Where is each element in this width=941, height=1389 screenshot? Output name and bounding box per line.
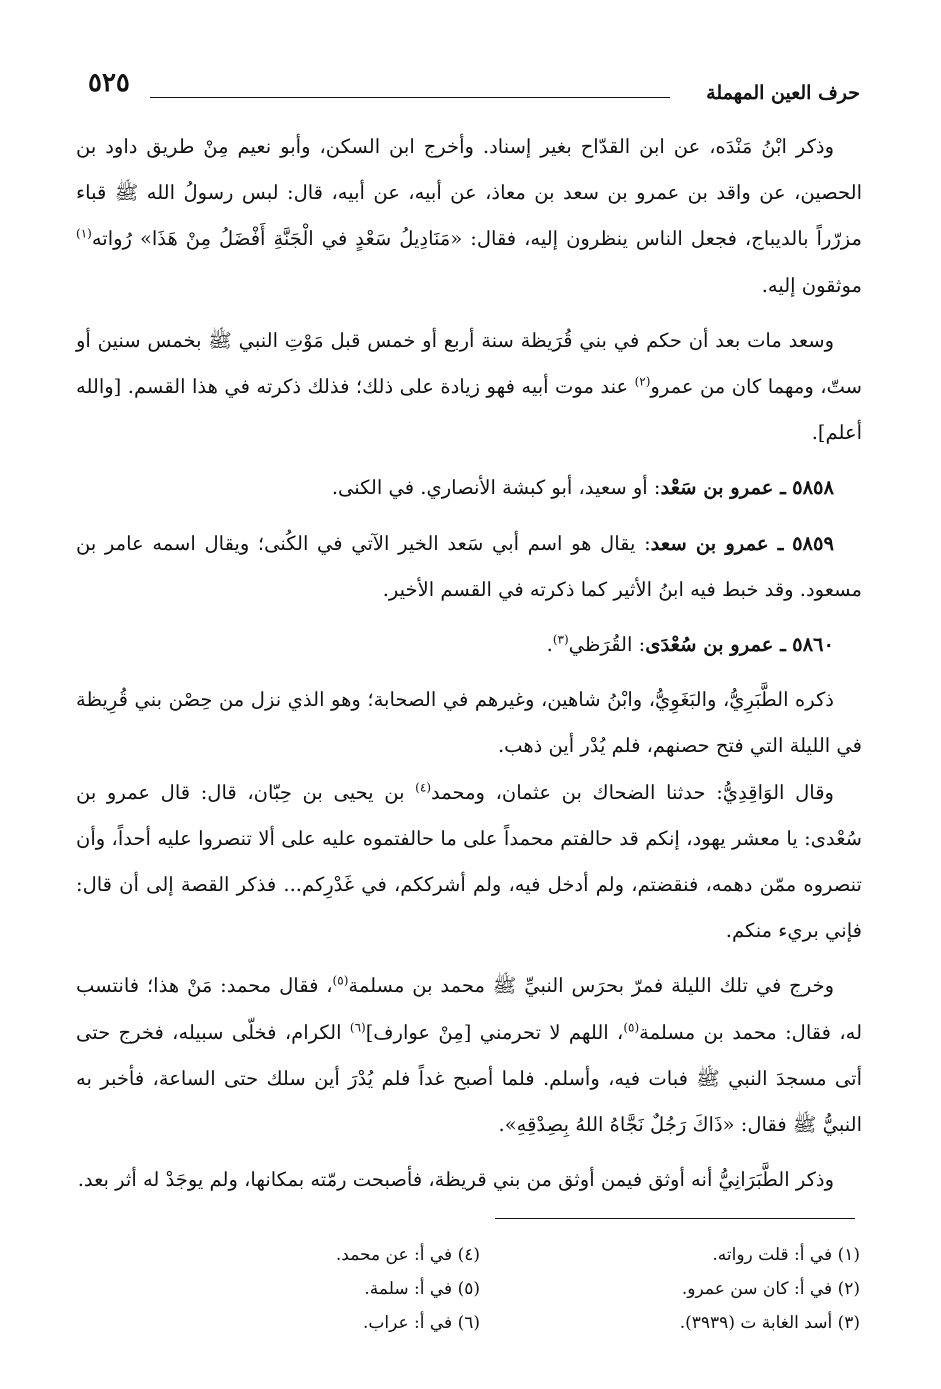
entry-5859: ٥٨٥٩ ـ عمرو بن سعد: يقال هو اسم أبي سَعد الخير الآتي في الكُنى؛ ويقال اسمه عامر بن مسعود. وقد خبط فيه ابنُ الأثير كما ذكرته في القسم الأخير.: [76, 531, 862, 601]
entry-5860: ٥٨٦٠ ـ عمرو بن سُعْدَى: القُرَظي$^{(٣)}$.: [546, 632, 834, 657]
footnote-2: (٢) في أ: كان سن عمرو.: [681, 1279, 860, 1299]
footnote-3: (٣) أسد الغابة ت (٣٩٣٩).: [679, 1313, 860, 1333]
footnotes-column-left: [150, 1238, 480, 1340]
footnote-6: (٦) في أ: عراب.: [362, 1313, 480, 1333]
paragraph-night-exit: وخرج في تلك الليلة فمرّ بحرَس النبيِّ ﷺ محمد بن مسلمة$^{(٥)}$، فقال محمد: مَنْ هذا؛ فانتسب له، فقال: محمد بن مسلمة$^{(٥)}$، اللهم لا تحرمني [مِنْ عوارف]$^{(٦)}$ الكرام، فخلّى سبيله، فخرج حتى أتى مسجدَ النبي ﷺ فبات فيه، وأسلم. فلما أصبح غداً فلم يُدْرَ أين سلك حتى الساعة، فأخبر به النبيُّ ﷺ فقال: «ذَاكَ رَجُلٌ نَجَّاهُ اللهُ بِصِدْقِهِ».: [76, 973, 863, 1137]
footnote-ref: (٢): [634, 374, 651, 389]
entry-name: عمرو بن سُعْدَى: [645, 633, 774, 657]
entry-5858: ٥٨٥٨ ـ عمرو بن سَعْد: أو سعيد، أبو كبشة الأنصاري. في الكنى.: [331, 476, 834, 500]
page-number: ٥٢٥: [88, 68, 130, 98]
footnote-ref: (٥): [332, 973, 349, 988]
footnote-1: (١) في أ: قلت رواته.: [712, 1245, 860, 1265]
footnotes-column-right: [530, 1238, 860, 1340]
paragraph-ibn-mandah: وذكر ابْنُ مَنْدَه، عن ابن القدّاح بغير إسناد. وأخرج ابن السكن، وأبو نعيم مِنْ طريق داود بن الحصين، عن واقد بن عمرو بن سعد بن معاذ، عن أبيه، عن أبيه، قال: لبس رسولُ الله ﷺ قباء مزرّراً بالديباج، فجعل الناس ينظرون إليه، فقال: «مَنَادِيلُ سَعْدٍ في الْجَنَّةِ أَفْضَلُ مِنْ هَذَا» رُواته$^{(١)}$ موثقون إليه.: [76, 135, 862, 297]
footnote-ref: (٤): [415, 780, 431, 795]
paragraph-waqidi: وقال الوَاقِدِيُّ: حدثنا الضحاك بن عثمان، ومحمد$^{(٤)}$ بن يحيى بن حِبّان، قال: قال عمرو بن سُعْدى: يا معشر يهود، إنكم قد حالفتم محمداً على ما حالفتموه عليه على ألا تنصروا عليه أحداً، وأن تنصروه ممّن دهمه، فنقضتم، ولم أدخل فيه، ولم أشرككم، في غَدْرِكم... فذكر القصة إلى أن قال: فإني بريء منكم.: [76, 780, 862, 943]
paragraph-tabari-list: ذكره الطَّبَرِيُّ، والبَغَوِيُّ، وابْنُ شاهين، وغيرهم في الصحابة؛ وهو الذي نزل من حِصْن بني قُرِيظة في الليلة التي فتح حصنهم، فلم يُدْر أين ذهب.: [76, 688, 862, 758]
footnote-ref: (٥): [623, 1020, 640, 1035]
main-text: [76, 124, 862, 1203]
page-header: [80, 68, 860, 108]
footnote-5: (٥) في أ: سلمة.: [364, 1279, 480, 1299]
entry-name: عمرو بن سَعْد: [660, 476, 774, 500]
footnote-ref: (٦): [349, 1020, 366, 1035]
footnotes: [160, 1238, 860, 1348]
footnote-ref: (١): [76, 226, 92, 241]
paragraph-saad-death: وسعد مات بعد أن حكم في بني قُرَيظة سنة أربع أو خمس قبل مَوْتِ النبي ﷺ بخمس سنين أو ستّ، ومهما كان من عمرو$^{(٢)}$ عند موت أبيه فهو زيادة على ذلك؛ فذلك ذكرته في هذا القسم. [والله أعلم].: [76, 328, 862, 445]
header-rule: [150, 97, 670, 98]
paragraph-tabarani: وذكر الطَّبَرَانِيُّ أنه أوثق فيمن أوثق من بني قريظة، فأصبحت رمّته بمكانها، ولم يوجَدْ له أثر بعد.: [77, 1168, 834, 1192]
footnote-separator: [495, 1218, 855, 1219]
entry-name: عمرو بن سعد: [650, 531, 769, 555]
entry-number: ٥٨٥٩: [792, 531, 834, 555]
footnote-ref: (٣): [552, 632, 569, 647]
entry-number: ٥٨٦٠: [792, 633, 834, 657]
running-title: حرف العين المهملة: [706, 82, 860, 104]
entry-number: ٥٨٥٨: [792, 476, 834, 500]
footnote-4: (٤) في أ: عن محمد.: [335, 1245, 480, 1265]
